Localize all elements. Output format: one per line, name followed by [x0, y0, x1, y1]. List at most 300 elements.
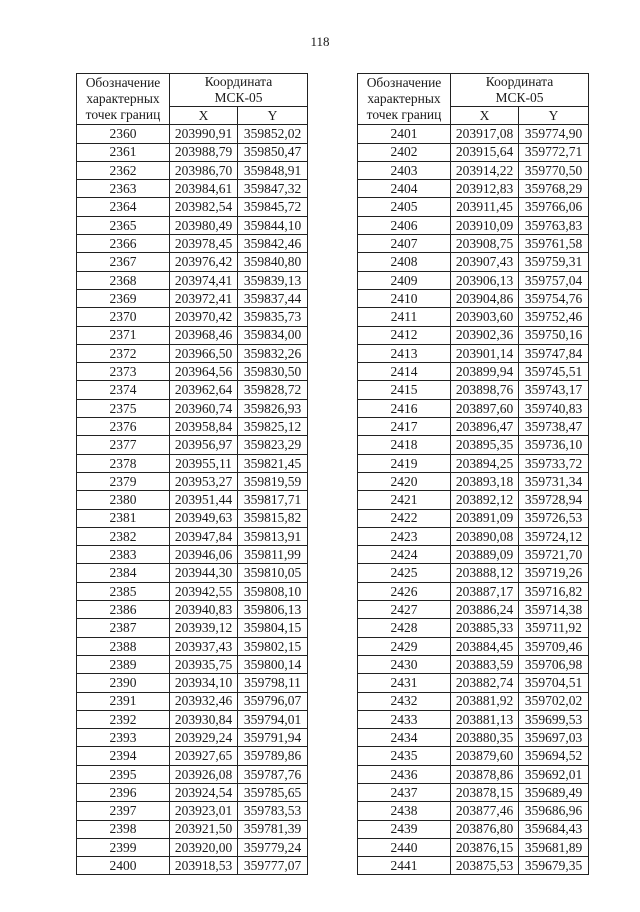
x-coordinate-cell: 203968,46	[170, 326, 238, 344]
coordinate-system-header: Координата МСК-05	[170, 74, 308, 107]
y-coordinate-cell: 359704,51	[519, 674, 589, 692]
y-coordinate-cell: 359724,12	[519, 527, 589, 545]
point-id-cell: 2366	[77, 235, 170, 253]
y-coordinate-cell: 359731,34	[519, 472, 589, 490]
point-id-cell: 2379	[77, 472, 170, 490]
right-table-body	[358, 125, 589, 875]
point-id-cell: 2421	[358, 491, 451, 509]
table-row	[77, 308, 308, 326]
point-id-cell: 2392	[77, 710, 170, 728]
y-coordinate-cell: 359679,35	[519, 857, 589, 875]
x-coordinate-cell: 203907,43	[451, 253, 519, 271]
y-coordinate-cell: 359719,26	[519, 564, 589, 582]
table-row	[77, 436, 308, 454]
y-coordinate-cell: 359726,53	[519, 509, 589, 527]
x-coordinate-cell: 203911,45	[451, 198, 519, 216]
point-designation-header: Обозначение характерных точек границ	[358, 74, 451, 125]
y-coordinate-cell: 359779,24	[238, 838, 308, 856]
y-coordinate-cell: 359817,71	[238, 491, 308, 509]
y-coordinate-cell: 359837,44	[238, 289, 308, 307]
x-coordinate-cell: 203887,17	[451, 582, 519, 600]
y-coordinate-cell: 359852,02	[238, 125, 308, 143]
x-coordinate-cell: 203879,60	[451, 747, 519, 765]
table-row	[77, 235, 308, 253]
x-coordinate-cell: 203927,65	[170, 747, 238, 765]
table-row	[77, 802, 308, 820]
point-id-cell: 2377	[77, 436, 170, 454]
point-id-cell: 2387	[77, 619, 170, 637]
x-coordinate-cell: 203972,41	[170, 289, 238, 307]
y-coordinate-cell: 359794,01	[238, 710, 308, 728]
table-row	[77, 783, 308, 801]
x-coordinate-cell: 203906,13	[451, 271, 519, 289]
y-coordinate-cell: 359689,49	[519, 783, 589, 801]
y-coordinate-cell: 359716,82	[519, 582, 589, 600]
point-id-cell: 2394	[77, 747, 170, 765]
point-id-cell: 2401	[358, 125, 451, 143]
table-row	[358, 381, 589, 399]
point-id-cell: 2398	[77, 820, 170, 838]
x-coordinate-cell: 203964,56	[170, 363, 238, 381]
table-row	[358, 308, 589, 326]
y-coordinate-cell: 359714,38	[519, 601, 589, 619]
y-coordinate-cell: 359823,29	[238, 436, 308, 454]
y-coordinate-cell: 359847,32	[238, 180, 308, 198]
point-id-cell: 2408	[358, 253, 451, 271]
y-coordinate-cell: 359821,45	[238, 454, 308, 472]
table-row	[358, 161, 589, 179]
point-id-cell: 2411	[358, 308, 451, 326]
x-coordinate-cell: 203898,76	[451, 381, 519, 399]
table-row	[77, 180, 308, 198]
y-coordinate-cell: 359702,02	[519, 692, 589, 710]
point-id-cell: 2441	[358, 857, 451, 875]
y-coordinate-cell: 359789,86	[238, 747, 308, 765]
x-coordinate-cell: 203881,13	[451, 710, 519, 728]
table-row	[77, 125, 308, 143]
x-coordinate-cell: 203926,08	[170, 765, 238, 783]
x-coordinate-cell: 203897,60	[451, 399, 519, 417]
table-row	[358, 436, 589, 454]
y-coordinate-cell: 359736,10	[519, 436, 589, 454]
table-row	[77, 491, 308, 509]
table-row	[358, 454, 589, 472]
point-id-cell: 2436	[358, 765, 451, 783]
y-coordinate-cell: 359845,72	[238, 198, 308, 216]
y-coordinate-cell: 359835,73	[238, 308, 308, 326]
point-id-cell: 2410	[358, 289, 451, 307]
table-row	[358, 472, 589, 490]
point-id-cell: 2438	[358, 802, 451, 820]
table-row	[358, 418, 589, 436]
point-id-cell: 2412	[358, 326, 451, 344]
y-coordinate-cell: 359796,07	[238, 692, 308, 710]
point-id-cell: 2413	[358, 344, 451, 362]
x-coordinate-cell: 203958,84	[170, 418, 238, 436]
x-coordinate-cell: 203970,42	[170, 308, 238, 326]
x-coordinate-cell: 203876,15	[451, 838, 519, 856]
table-row	[358, 399, 589, 417]
point-id-cell: 2403	[358, 161, 451, 179]
point-id-cell: 2428	[358, 619, 451, 637]
point-id-cell: 2391	[77, 692, 170, 710]
x-coordinate-cell: 203903,60	[451, 308, 519, 326]
y-coordinate-cell: 359800,14	[238, 655, 308, 673]
point-id-cell: 2415	[358, 381, 451, 399]
table-row	[77, 198, 308, 216]
x-column-header: X	[170, 107, 238, 125]
table-row	[77, 326, 308, 344]
point-id-cell: 2360	[77, 125, 170, 143]
y-coordinate-cell: 359781,39	[238, 820, 308, 838]
point-id-cell: 2416	[358, 399, 451, 417]
x-coordinate-cell: 203877,46	[451, 802, 519, 820]
point-id-cell: 2425	[358, 564, 451, 582]
table-row	[358, 802, 589, 820]
x-coordinate-cell: 203904,86	[451, 289, 519, 307]
x-coordinate-cell: 203990,91	[170, 125, 238, 143]
point-id-cell: 2433	[358, 710, 451, 728]
point-id-cell: 2427	[358, 601, 451, 619]
y-coordinate-cell: 359754,76	[519, 289, 589, 307]
x-coordinate-cell: 203940,83	[170, 601, 238, 619]
x-coordinate-cell: 203921,50	[170, 820, 238, 838]
table-row	[77, 857, 308, 875]
table-row	[358, 198, 589, 216]
table-row	[77, 161, 308, 179]
x-coordinate-cell: 203881,92	[451, 692, 519, 710]
y-coordinate-cell: 359785,65	[238, 783, 308, 801]
table-row	[358, 783, 589, 801]
x-coordinate-cell: 203878,15	[451, 783, 519, 801]
page-number: 118	[310, 34, 330, 49]
table-row	[77, 692, 308, 710]
table-row	[358, 747, 589, 765]
y-coordinate-cell: 359766,06	[519, 198, 589, 216]
point-id-cell: 2414	[358, 363, 451, 381]
point-id-cell: 2368	[77, 271, 170, 289]
y-coordinate-cell: 359826,93	[238, 399, 308, 417]
y-coordinate-cell: 359844,10	[238, 216, 308, 234]
y-coordinate-cell: 359738,47	[519, 418, 589, 436]
x-coordinate-cell: 203946,06	[170, 546, 238, 564]
coordinate-system-header: Координата МСК-05	[451, 74, 589, 107]
point-id-cell: 2375	[77, 399, 170, 417]
point-id-cell: 2422	[358, 509, 451, 527]
table-row	[358, 838, 589, 856]
y-coordinate-cell: 359757,04	[519, 271, 589, 289]
x-coordinate-cell: 203966,50	[170, 344, 238, 362]
y-coordinate-cell: 359774,90	[519, 125, 589, 143]
point-id-cell: 2371	[77, 326, 170, 344]
table-row	[77, 582, 308, 600]
y-coordinate-cell: 359798,11	[238, 674, 308, 692]
table-row	[358, 765, 589, 783]
x-coordinate-cell: 203875,53	[451, 857, 519, 875]
x-column-header: X	[451, 107, 519, 125]
table-row	[358, 655, 589, 673]
y-coordinate-cell: 359832,26	[238, 344, 308, 362]
y-coordinate-cell: 359834,00	[238, 326, 308, 344]
table-row	[358, 253, 589, 271]
y-coordinate-cell: 359694,52	[519, 747, 589, 765]
table-row	[77, 418, 308, 436]
y-coordinate-cell: 359842,46	[238, 235, 308, 253]
x-coordinate-cell: 203885,33	[451, 619, 519, 637]
table-row	[358, 820, 589, 838]
y-coordinate-cell: 359802,15	[238, 637, 308, 655]
y-coordinate-cell: 359747,84	[519, 344, 589, 362]
table-row	[77, 454, 308, 472]
y-coordinate-cell: 359743,17	[519, 381, 589, 399]
y-coordinate-cell: 359811,99	[238, 546, 308, 564]
table-row	[358, 344, 589, 362]
x-coordinate-cell: 203893,18	[451, 472, 519, 490]
table-row	[77, 747, 308, 765]
y-coordinate-cell: 359745,51	[519, 363, 589, 381]
point-id-cell: 2417	[358, 418, 451, 436]
y-coordinate-cell: 359808,10	[238, 582, 308, 600]
x-coordinate-cell: 203880,35	[451, 729, 519, 747]
table-row	[77, 637, 308, 655]
point-id-cell: 2369	[77, 289, 170, 307]
y-coordinate-cell: 359772,71	[519, 143, 589, 161]
table-row	[77, 509, 308, 527]
coordinates-table-right	[357, 73, 589, 875]
y-coordinate-cell: 359777,07	[238, 857, 308, 875]
point-id-cell: 2393	[77, 729, 170, 747]
table-row	[77, 674, 308, 692]
x-coordinate-cell: 203914,22	[451, 161, 519, 179]
y-coordinate-cell: 359750,16	[519, 326, 589, 344]
point-id-cell: 2405	[358, 198, 451, 216]
table-row	[358, 125, 589, 143]
point-id-cell: 2389	[77, 655, 170, 673]
point-id-cell: 2383	[77, 546, 170, 564]
point-id-cell: 2373	[77, 363, 170, 381]
x-coordinate-cell: 203908,75	[451, 235, 519, 253]
y-coordinate-cell: 359699,53	[519, 710, 589, 728]
y-coordinate-cell: 359711,92	[519, 619, 589, 637]
point-id-cell: 2367	[77, 253, 170, 271]
point-id-cell: 2384	[77, 564, 170, 582]
table-row	[358, 326, 589, 344]
table-row	[77, 344, 308, 362]
y-column-header: Y	[519, 107, 589, 125]
y-coordinate-cell: 359791,94	[238, 729, 308, 747]
point-id-cell: 2364	[77, 198, 170, 216]
y-coordinate-cell: 359770,50	[519, 161, 589, 179]
point-id-cell: 2423	[358, 527, 451, 545]
point-id-cell: 2402	[358, 143, 451, 161]
x-coordinate-cell: 203953,27	[170, 472, 238, 490]
table-row	[358, 271, 589, 289]
table-row	[358, 601, 589, 619]
x-coordinate-cell: 203884,45	[451, 637, 519, 655]
point-id-cell: 2365	[77, 216, 170, 234]
y-coordinate-cell: 359848,91	[238, 161, 308, 179]
x-coordinate-cell: 203917,08	[451, 125, 519, 143]
table-row	[77, 271, 308, 289]
x-coordinate-cell: 203882,74	[451, 674, 519, 692]
table-row	[77, 838, 308, 856]
table-row	[358, 235, 589, 253]
table-row	[358, 143, 589, 161]
y-coordinate-cell: 359684,43	[519, 820, 589, 838]
x-coordinate-cell: 203889,09	[451, 546, 519, 564]
y-coordinate-cell: 359787,76	[238, 765, 308, 783]
left-table-body	[77, 125, 308, 875]
x-coordinate-cell: 203956,97	[170, 436, 238, 454]
x-coordinate-cell: 203939,12	[170, 619, 238, 637]
point-id-cell: 2426	[358, 582, 451, 600]
table-row	[358, 564, 589, 582]
point-id-cell: 2396	[77, 783, 170, 801]
x-coordinate-cell: 203930,84	[170, 710, 238, 728]
y-coordinate-cell: 359840,80	[238, 253, 308, 271]
table-row	[358, 289, 589, 307]
table-row	[358, 857, 589, 875]
y-coordinate-cell: 359813,91	[238, 527, 308, 545]
y-coordinate-cell: 359806,13	[238, 601, 308, 619]
point-id-cell: 2376	[77, 418, 170, 436]
table-row	[77, 601, 308, 619]
table-row	[77, 729, 308, 747]
point-id-cell: 2362	[77, 161, 170, 179]
point-id-cell: 2407	[358, 235, 451, 253]
table-row	[358, 619, 589, 637]
y-coordinate-cell: 359768,29	[519, 180, 589, 198]
x-coordinate-cell: 203918,53	[170, 857, 238, 875]
table-row	[358, 546, 589, 564]
x-coordinate-cell: 203894,25	[451, 454, 519, 472]
y-coordinate-cell: 359759,31	[519, 253, 589, 271]
point-id-cell: 2409	[358, 271, 451, 289]
x-coordinate-cell: 203929,24	[170, 729, 238, 747]
y-coordinate-cell: 359681,89	[519, 838, 589, 856]
x-coordinate-cell: 203944,30	[170, 564, 238, 582]
table-row	[77, 820, 308, 838]
x-coordinate-cell: 203978,45	[170, 235, 238, 253]
y-coordinate-cell: 359839,13	[238, 271, 308, 289]
table-row	[77, 765, 308, 783]
x-coordinate-cell: 203942,55	[170, 582, 238, 600]
point-id-cell: 2374	[77, 381, 170, 399]
x-coordinate-cell: 203974,41	[170, 271, 238, 289]
point-id-cell: 2432	[358, 692, 451, 710]
x-coordinate-cell: 203886,24	[451, 601, 519, 619]
table-row	[77, 289, 308, 307]
point-id-cell: 2404	[358, 180, 451, 198]
y-coordinate-cell: 359828,72	[238, 381, 308, 399]
x-coordinate-cell: 203935,75	[170, 655, 238, 673]
point-designation-header: Обозначение характерных точек границ	[77, 74, 170, 125]
x-coordinate-cell: 203892,12	[451, 491, 519, 509]
table-row	[77, 472, 308, 490]
point-id-cell: 2361	[77, 143, 170, 161]
point-id-cell: 2418	[358, 436, 451, 454]
y-column-header: Y	[238, 107, 308, 125]
point-id-cell: 2381	[77, 509, 170, 527]
point-id-cell: 2363	[77, 180, 170, 198]
point-id-cell: 2395	[77, 765, 170, 783]
point-id-cell: 2400	[77, 857, 170, 875]
point-id-cell: 2406	[358, 216, 451, 234]
x-coordinate-cell: 203888,12	[451, 564, 519, 582]
table-row	[358, 180, 589, 198]
y-coordinate-cell: 359810,05	[238, 564, 308, 582]
point-id-cell: 2380	[77, 491, 170, 509]
table-row	[77, 399, 308, 417]
point-id-cell: 2399	[77, 838, 170, 856]
point-id-cell: 2397	[77, 802, 170, 820]
coordinates-table-left	[76, 73, 308, 875]
point-id-cell: 2390	[77, 674, 170, 692]
x-coordinate-cell: 203955,11	[170, 454, 238, 472]
x-coordinate-cell: 203902,36	[451, 326, 519, 344]
y-coordinate-cell: 359721,70	[519, 546, 589, 564]
y-coordinate-cell: 359733,72	[519, 454, 589, 472]
table-row	[358, 710, 589, 728]
x-coordinate-cell: 203951,44	[170, 491, 238, 509]
y-coordinate-cell: 359830,50	[238, 363, 308, 381]
x-coordinate-cell: 203924,54	[170, 783, 238, 801]
y-coordinate-cell: 359709,46	[519, 637, 589, 655]
x-coordinate-cell: 203895,35	[451, 436, 519, 454]
y-coordinate-cell: 359815,82	[238, 509, 308, 527]
table-row	[77, 564, 308, 582]
point-id-cell: 2382	[77, 527, 170, 545]
x-coordinate-cell: 203980,49	[170, 216, 238, 234]
y-coordinate-cell: 359740,83	[519, 399, 589, 417]
table-row	[77, 216, 308, 234]
table-row	[77, 143, 308, 161]
y-coordinate-cell: 359697,03	[519, 729, 589, 747]
x-coordinate-cell: 203932,46	[170, 692, 238, 710]
table-row	[77, 527, 308, 545]
y-coordinate-cell: 359692,01	[519, 765, 589, 783]
x-coordinate-cell: 203883,59	[451, 655, 519, 673]
table-row	[358, 637, 589, 655]
table-row	[358, 527, 589, 545]
point-id-cell: 2437	[358, 783, 451, 801]
y-coordinate-cell: 359752,46	[519, 308, 589, 326]
x-coordinate-cell: 203962,64	[170, 381, 238, 399]
table-row	[358, 674, 589, 692]
x-coordinate-cell: 203923,01	[170, 802, 238, 820]
x-coordinate-cell: 203876,80	[451, 820, 519, 838]
y-coordinate-cell: 359763,83	[519, 216, 589, 234]
point-id-cell: 2385	[77, 582, 170, 600]
point-id-cell: 2388	[77, 637, 170, 655]
point-id-cell: 2420	[358, 472, 451, 490]
y-coordinate-cell: 359728,94	[519, 491, 589, 509]
point-id-cell: 2435	[358, 747, 451, 765]
y-coordinate-cell: 359706,98	[519, 655, 589, 673]
table-row	[358, 216, 589, 234]
x-coordinate-cell: 203937,43	[170, 637, 238, 655]
x-coordinate-cell: 203947,84	[170, 527, 238, 545]
point-id-cell: 2424	[358, 546, 451, 564]
x-coordinate-cell: 203891,09	[451, 509, 519, 527]
x-coordinate-cell: 203984,61	[170, 180, 238, 198]
x-coordinate-cell: 203960,74	[170, 399, 238, 417]
table-row	[77, 363, 308, 381]
x-coordinate-cell: 203949,63	[170, 509, 238, 527]
table-row	[358, 491, 589, 509]
x-coordinate-cell: 203976,42	[170, 253, 238, 271]
point-id-cell: 2430	[358, 655, 451, 673]
